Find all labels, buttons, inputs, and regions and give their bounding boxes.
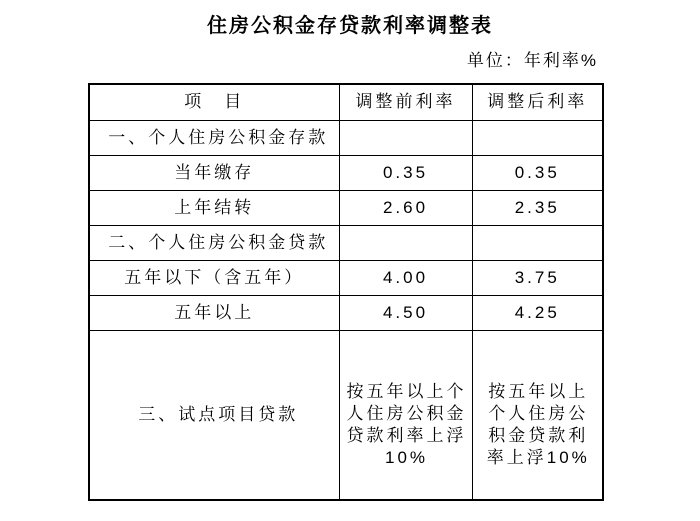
table-row-section-deposit bbox=[89, 120, 603, 155]
cell-rate-after: 按五年以上个人住房公积金贷款利率上浮10% bbox=[472, 330, 603, 500]
rate-adjustment-table bbox=[88, 83, 604, 501]
cell-rate-after: 3.75 bbox=[472, 260, 603, 295]
cell-rate-before: 按五年以上个人住房公积金贷款利率上浮10% bbox=[339, 330, 472, 500]
table-row-current-year bbox=[89, 155, 603, 190]
table-row-under-five-years bbox=[89, 260, 603, 295]
col-header-before: 调整前利率 bbox=[339, 84, 472, 120]
cell-rate-before bbox=[339, 225, 472, 260]
cell-rate-after bbox=[472, 120, 603, 155]
cell-item: 五年以上 bbox=[89, 295, 339, 330]
cell-item: 三、试点项目贷款 bbox=[89, 330, 339, 500]
table-row-section-loan bbox=[89, 225, 603, 260]
cell-rate-before: 4.00 bbox=[339, 260, 472, 295]
cell-item: 上年结转 bbox=[89, 190, 339, 225]
cell-rate-after: 4.25 bbox=[472, 295, 603, 330]
unit-note: 单位：年利率% bbox=[466, 51, 598, 70]
cell-item: 五年以下（含五年） bbox=[89, 260, 339, 295]
col-header-item: 项 目 bbox=[89, 84, 339, 120]
cell-rate-before: 0.35 bbox=[339, 155, 472, 190]
table-row-carryover bbox=[89, 190, 603, 225]
table-header-row bbox=[89, 84, 603, 120]
cell-item: 二、个人住房公积金贷款 bbox=[89, 225, 339, 260]
cell-rate-before: 2.60 bbox=[339, 190, 472, 225]
cell-rate-after bbox=[472, 225, 603, 260]
table-row-pilot-project-loan bbox=[89, 330, 603, 500]
table-row-over-five-years bbox=[89, 295, 603, 330]
cell-rate-after: 2.35 bbox=[472, 190, 603, 225]
cell-rate-before: 4.50 bbox=[339, 295, 472, 330]
page-title: 住房公积金存贷款利率调整表 bbox=[207, 15, 493, 37]
cell-rate-after: 0.35 bbox=[472, 155, 603, 190]
col-header-after: 调整后利率 bbox=[472, 84, 603, 120]
cell-item: 一、个人住房公积金存款 bbox=[89, 120, 339, 155]
cell-rate-before bbox=[339, 120, 472, 155]
cell-item: 当年缴存 bbox=[89, 155, 339, 190]
